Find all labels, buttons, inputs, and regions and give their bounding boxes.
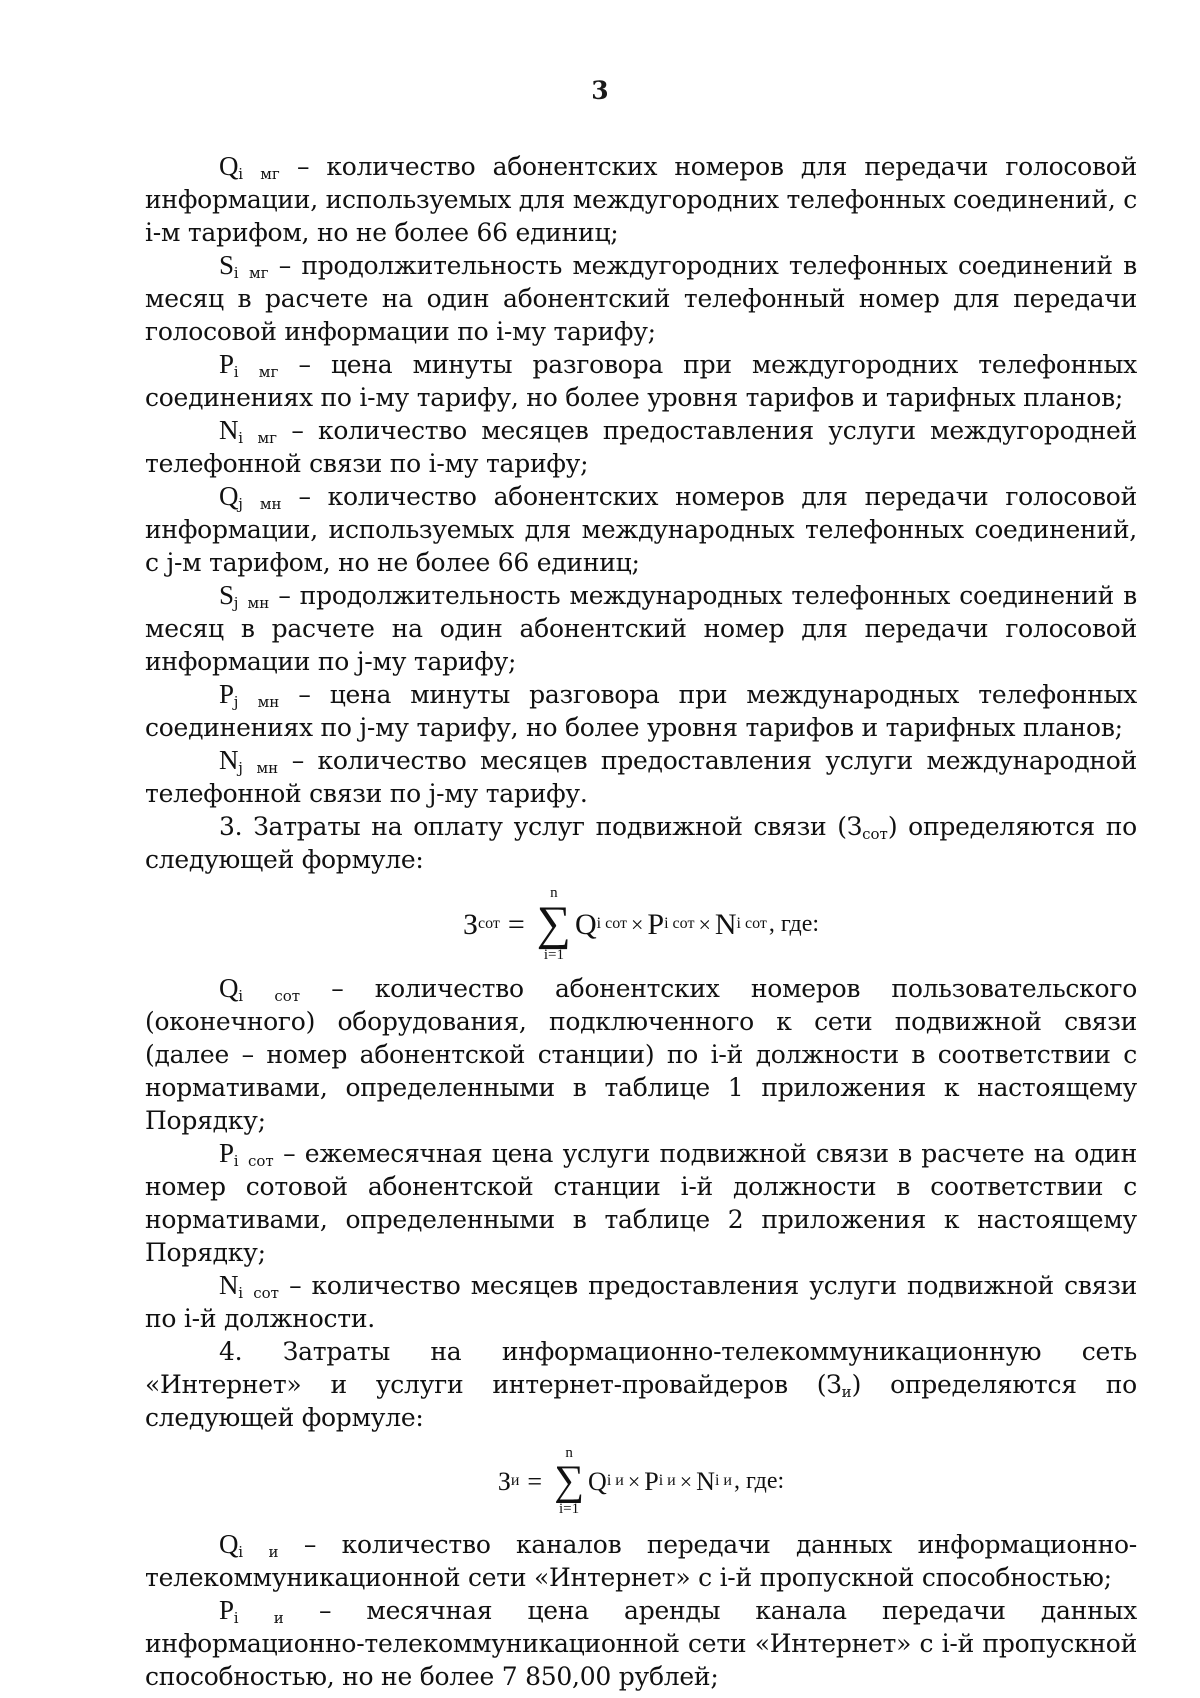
definition-text: – количество каналов передачи данных информационно-телекоммуникационной сети «Интернет» с i-й пропускной способностью; [145, 1530, 1137, 1592]
variable-subscript: сот [247, 1152, 274, 1170]
formula-equals: = [507, 907, 525, 941]
variable-index: i [238, 165, 244, 183]
definition-paragraph [145, 414, 1137, 480]
variable-symbol: N [219, 415, 239, 445]
variable-symbol: S [219, 250, 234, 280]
section-3-paragraph: 3. Затраты на оплату услуг подвижной связи $(З_{сот})$ определяются по следующей формуле: [145, 812, 1137, 874]
formula-lhs: З [497, 1466, 511, 1496]
variable-index: i [238, 429, 244, 447]
variable-index: i [233, 363, 239, 381]
variable-subscript: мг [248, 264, 269, 282]
variable-index: i [238, 987, 244, 1005]
definition-paragraph [145, 1137, 1137, 1269]
definition-text: – количество абонентских номеров для передачи голосовой информации, используемых для междугородних телефонных соединений, с i-м тарифом, но не более 66 единиц; [145, 152, 1137, 247]
formula-term: Q [588, 1466, 607, 1496]
variable-symbol: Q [219, 481, 239, 511]
definition-text: – количество абонентских номеров пользовательского (оконечного) оборудования, подключенного к сети подвижной связи (далее – номер абонентской станции) по i-й должности в соответствии с нормативами, определенными в таблице 1 приложения к настоящему Порядку; [145, 974, 1138, 1135]
variable-subscript: мн [257, 693, 280, 711]
variable-symbol: Q [219, 151, 239, 181]
definition-paragraph [145, 972, 1137, 1137]
multiply-sign: × [627, 1468, 641, 1494]
variable-symbol: P [219, 1138, 234, 1168]
formula-tail: , где: [768, 910, 820, 937]
page-number: 3 [591, 76, 609, 105]
multiply-sign: × [631, 911, 644, 937]
formula-lhs: З [462, 907, 478, 941]
definition-text: – количество месяцев предоставления услуги международной телефонной связи по j-му тарифу. [145, 746, 1137, 808]
variable-subscript: мг [260, 165, 280, 183]
definition-text: – цена минуты разговора при международных телефонных соединениях по j-му тарифу, но более уровня тарифов и тарифных планов; [145, 680, 1137, 742]
variable-symbol: Q [219, 1529, 239, 1559]
definition-text: – количество месяцев предоставления услуги междугородней телефонной связи по i-му тарифу; [145, 416, 1137, 478]
variable-symbol: Q [219, 973, 239, 1003]
variable-symbol: P [219, 679, 234, 709]
variable-index: j [233, 693, 239, 711]
variable-symbol: N [219, 1270, 239, 1300]
sum-upper-limit: n [565, 1445, 573, 1461]
sum-lower-limit: i=1 [543, 947, 564, 963]
sum-upper-limit: n [550, 885, 558, 901]
section-4-paragraph: 4. Затраты на информационно-телекоммуникационную сеть «Интернет» и услуги интернет-провайдеров $(З_и)$ определяются по следующей формуле: [145, 1337, 1137, 1432]
definition-paragraph [145, 744, 1137, 810]
multiply-sign: × [679, 1468, 693, 1494]
formula-tail: , где: [733, 1467, 785, 1494]
variable-index: i [233, 1609, 239, 1627]
variable-subscript: сот [253, 1284, 279, 1302]
variable-subscript: мн [259, 495, 282, 513]
variable-subscript: сот [274, 987, 301, 1005]
definition-paragraph [145, 348, 1137, 414]
variable-index: i [238, 1284, 244, 1302]
definition-text: – ежемесячная цена услуги подвижной связи в расчете на один номер сотовой абонентской станции i-й должности в соответствии с нормативами, определенными в таблице 2 приложения к настоящему Порядку; [145, 1139, 1137, 1267]
definition-text: – продолжительность междугородних телефонных соединений в месяц в расчете на один абонентский телефонный номер для передачи голосовой информации по i-му тарифу; [145, 251, 1137, 346]
formula-term: N [714, 907, 737, 941]
sigma-icon: ∑ [554, 1458, 585, 1504]
variable-index: j [238, 759, 243, 777]
variable-subscript: и [273, 1609, 284, 1627]
definition-text: – количество месяцев предоставления услуги подвижной связи по i-й должности. [145, 1271, 1137, 1333]
definitions-long-distance [145, 150, 1137, 810]
formula-internet-costs: З и = n ∑ i=1 Q i и × P i и × N i и , где: [497, 1445, 785, 1517]
formula-term: Q [575, 907, 597, 941]
variable-index: j [238, 495, 243, 513]
document-body [145, 150, 1137, 1693]
sigma-icon: ∑ [536, 897, 571, 950]
multiply-sign: × [698, 911, 711, 937]
variable-subscript: мн [247, 594, 270, 612]
sum-lower-limit: i=1 [559, 1501, 580, 1517]
definitions-mobile [145, 972, 1137, 1335]
variable-index: j [233, 594, 239, 612]
variable-index: i [238, 1543, 244, 1561]
variable-symbol: P [219, 349, 234, 379]
definition-paragraph [145, 1269, 1137, 1335]
sum-operator [537, 884, 571, 964]
variable-subscript: и [268, 1543, 279, 1561]
variable-subscript: мг [257, 429, 277, 447]
definition-text: – продолжительность международных телефонных соединений в месяц в расчете на один абонентский номер для передачи голосовой информации по j-му тарифу; [145, 581, 1137, 676]
formula-mobile-costs: З сот = n ∑ i=1 Q i сот × P i сот × N i сот , где: [462, 885, 820, 963]
definition-paragraph [145, 579, 1137, 678]
definition-paragraph [145, 249, 1137, 348]
variable-symbol: S [219, 580, 234, 610]
definition-text: – количество абонентских номеров для передачи голосовой информации, используемых для международных телефонных соединений, с j-м тарифом, но не более 66 единиц; [145, 482, 1137, 577]
variable-subscript: мг [258, 363, 279, 381]
formula-equals: = [527, 1466, 543, 1496]
variable-index: i [233, 1152, 239, 1170]
definition-text: – месячная цена аренды канала передачи данных информационно-телекоммуникационной сети «Интернет» с i-й пропускной способностью, но не более 7 850,00 рублей; [145, 1596, 1137, 1691]
definition-paragraph [145, 1528, 1137, 1594]
variable-subscript: мн [256, 759, 279, 777]
definition-paragraph [145, 1594, 1137, 1693]
variable-symbol: N [219, 745, 239, 775]
formula-term: P [647, 907, 665, 941]
definition-text: – цена минуты разговора при междугородних телефонных соединениях по i-му тарифу, но более уровня тарифов и тарифных планов; [145, 350, 1138, 412]
definition-paragraph [145, 150, 1137, 249]
definition-paragraph [145, 480, 1137, 579]
sum-operator [554, 1444, 584, 1518]
formula-term: P [644, 1466, 659, 1496]
definitions-internet [145, 1528, 1137, 1693]
variable-index: i [233, 264, 239, 282]
formula-term: N [696, 1466, 715, 1496]
definition-paragraph [145, 678, 1137, 744]
variable-symbol: P [219, 1595, 234, 1625]
